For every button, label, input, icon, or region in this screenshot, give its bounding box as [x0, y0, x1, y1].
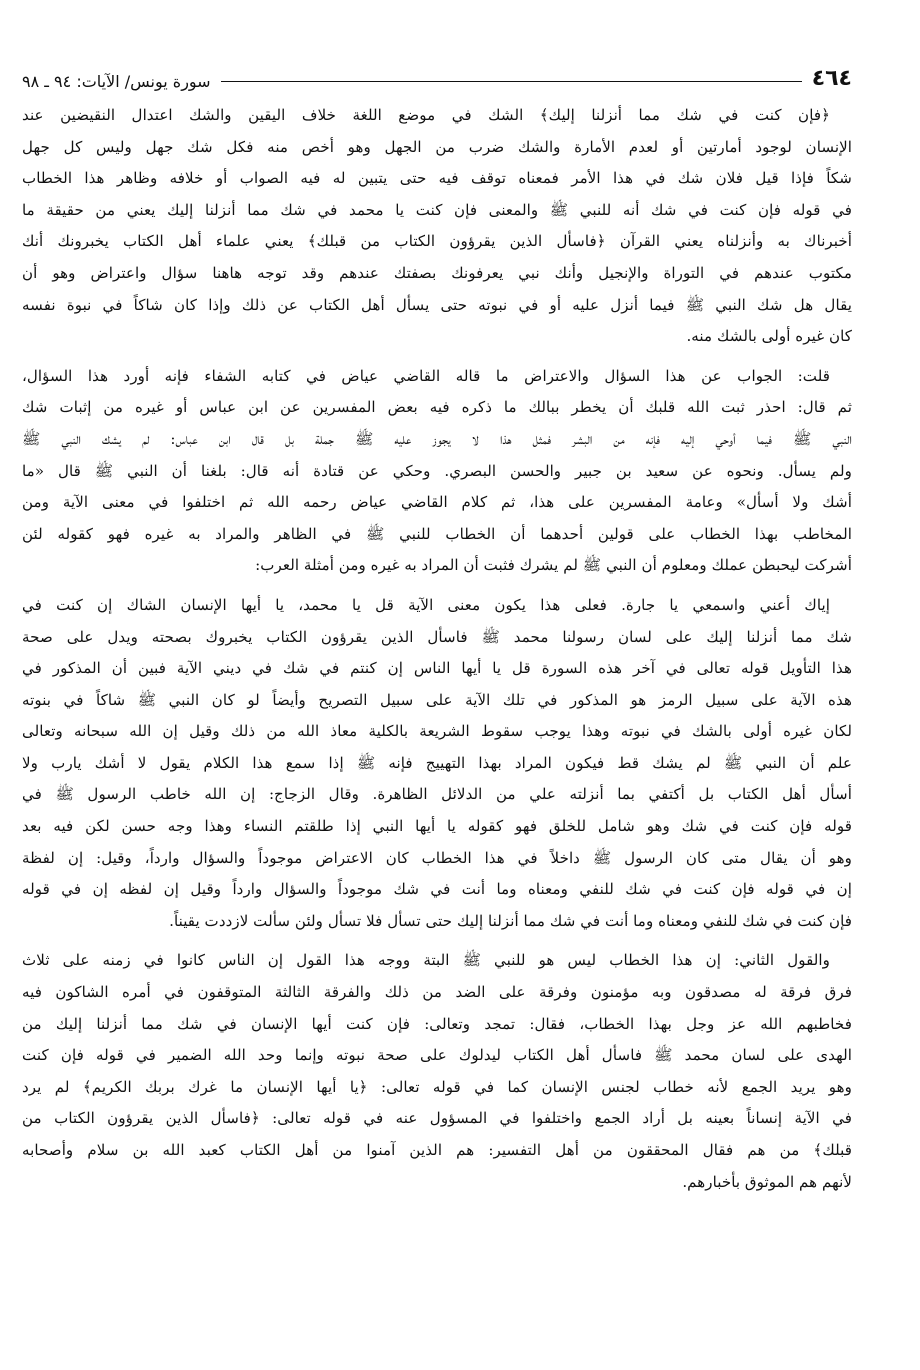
text-line: هذا التأويل قوله تعالى في آخر هذه السورة قل يا أيها الناس إن كنتم في شك في ديني الآية فبين أن المذكور في: [22, 659, 852, 678]
text-line: مكتوب عندهم في التوراة والإنجيل وأنك نبي يعرفونك بصفتك عندهم وقد توجه هاهنا سؤال واعتراض وهو أن: [22, 263, 852, 282]
text-line: هذه الآية على سبيل الرمز هو المذكور في تلك الآية على سبيل التصريح وأيضاً لو كان النبي ﷺ شاكاً في بنوته: [22, 690, 852, 709]
text-line: لأنهم هم الموثوق بأخبارهم.: [682, 1172, 852, 1191]
text-line: والقول الثاني: إن هذا الخطاب ليس هو للنبي ﷺ البتة ووجه هذا القول إن الناس كانوا في زمنه على ثلاث: [22, 951, 830, 970]
text-line: النبي ﷺ فيما أوحي إليه فإنه من البشر فمثل هذا لا يجوز عليه ﷺ جملة بل قال ابن عباس: لم يشك النبي ﷺ: [22, 429, 852, 448]
paragraph-2: [22, 361, 852, 582]
body-text: [22, 100, 852, 1198]
text-line: فإن كنت في شك للنفي ومعناه وما أنت في شك مما أنزلنا إليك حتى تسأل فلا تسأل ولئن سألت لازددت يقيناً.: [169, 911, 852, 930]
paragraph-4: [22, 945, 852, 1198]
text-line: وهو أن يقال متى كان الرسول ﷺ داخلاً في هذا الخطاب كان الاعتراض موجوداً والسؤال وارداً، وقيل: إن لفظة: [22, 848, 852, 867]
text-line: فخاطبهم الله عز وجل بهذا الخطاب، فقال: تمجد وتعالى: فإن كنت أيها الإنسان في شك مما أنزلنا إليك من: [22, 1014, 852, 1033]
text-line: أسأل أهل الكتاب بل أكتفي بما أنزلته علي من الدلائل الظاهرة. وقال الزجاج: إن الله خاطب الرسول ﷺ في: [22, 785, 852, 804]
text-line: في قوله فإن كنت في شك أنه للنبي ﷺ والمعنى فإن كنت يا محمد في شك مما أنزلنا إليك يعني من حقيقة ما: [22, 200, 852, 219]
text-line: ولم يسأل. ونحوه عن سعيد بن جبير والحسن البصري. وحكي عن قتادة أنه قال: بلغنا أن النبي ﷺ قال «ما: [22, 461, 852, 480]
text-line: قوله فإن كنت في شك وهو شامل للخلق فهو كقوله يا أيها النبي إذا طلقتم النساء وهذا وجه حسن لكن فيه بعد: [22, 817, 852, 836]
text-line: قلت: الجواب عن هذا السؤال والاعتراض ما قاله القاضي عياض في كتابه الشفاء فإنه أورد هذا السؤال،: [22, 366, 830, 385]
text-line: أخبرناك به وأنزلناه يعني القرآن ﴿فاسأل الذين يقرؤون الكتاب من قبلك﴾ يعني علماء أهل الكتاب يخبرونك أنك: [22, 232, 852, 251]
running-header: [22, 52, 852, 90]
text-line: شك مما أنزلنا إليك على لسان رسولنا محمد ﷺ فاسأل الذين يقرؤون الكتاب يخبروك بصحته ويدل على صحة: [22, 627, 852, 646]
header-rule: [221, 81, 802, 82]
page-number: ٤٦٤: [811, 66, 852, 91]
text-line: لكان غيره أولى بالشك في نبوته وهذا يوجب سقوط الشريعة بالكلية معاذ الله من ذلك وقيل إن الله سبحانه وتعالى: [22, 722, 852, 741]
text-line: فرق فرقة له مصدقون وبه مؤمنون وفرقة على الضد من ذلك والفرقة الثالثة المتوقفون في أمره الشاكون فيه: [22, 983, 852, 1002]
text-line: المخاطب بهذا الخطاب على قولين أحدهما أن الخطاب للنبي ﷺ في الظاهر والمراد به غيره فهو كقوله لئن: [22, 524, 852, 543]
text-line: علم أن النبي ﷺ لم يشك قط فيكون المراد بهذا التهييج فإنه ﷺ إذا سمع هذا الكلام يقول لا أشك يارب ولا: [22, 753, 852, 772]
text-line: أشك ولا أسأل» وعامة المفسرين على هذا، ثم كلام القاضي عياض رحمه الله ثم اختلفوا في معنى الآية ومن: [22, 493, 852, 512]
text-line: شكاً فإذا قيل فلان شك في هذا الأمر فمعناه توقف فيه حتى يتبين له فيه الصواب أو خلافه وظاهر هذا الخطاب: [22, 169, 852, 188]
text-line: ﴿فإن كنت في شك مما أنزلنا إليك﴾ الشك في موضع اللغة خلاف اليقين والشك اعتدال النقيضين عند: [22, 106, 830, 124]
text-line: ثم قال: احذر ثبت الله قلبك أن يخطر ببالك ما ذكره فيه بعض المفسرين عن ابن عباس أو غيره من إثبات شك: [22, 398, 852, 417]
text-line: الإنسان لوجود أمارتين أو لعدم الأمارة والشك ضرب من الجهل وهو أخص منه فكل شك جهل وليس كل جهل: [22, 137, 852, 156]
text-line: في الآية إنساناً بعينه بل أراد الجمع واختلفوا في المسؤول عنه في قوله تعالى: ﴿فاسأل الذين يقرؤون الكتاب من: [22, 1109, 852, 1128]
text-line: الهدى على لسان محمد ﷺ فاسأل أهل الكتاب ليدلوك على صحة نبوته وإنما وحد الله الضمير في قوله فإن كنت: [22, 1046, 852, 1065]
text-line: وهو يريد الجمع لأنه خطاب لجنس الإنسان كما في قوله تعالى: ﴿يا أيها الإنسان ما غرك بربك الكريم﴾ لم يرد: [22, 1077, 852, 1096]
paragraph-1: [22, 100, 852, 353]
text-line: إن في قوله فإن كنت في شك للنفي ومعناه وما أنت في شك موجوداً والسؤال وارداً وقيل إن لفظه إن في قوله: [22, 880, 852, 899]
text-line: إياك أعني واسمعي يا جارة. فعلى هذا يكون معنى الآية قل يا محمد، يا أيها الإنسان الشاك إن كنت في: [22, 595, 830, 614]
text-line: يقال هل شك النبي ﷺ فيما أنزل عليه أو في نبوته حتى يسأل أهل الكتاب عن ذلك وإذا كان شاكاً في نبوة نفسه: [22, 295, 852, 314]
text-line: كان غيره أولى بالشك منه.: [686, 327, 852, 346]
surah-title: سورة يونس/ الآيات: ٩٤ ـ ٩٨: [22, 72, 211, 91]
paragraph-3: [22, 590, 852, 938]
text-line: قبلك﴾ من هم فقال المحققون من أهل التفسير: هم الذين آمنوا من أهل الكتاب كعبد الله بن سلام وأصحابه: [22, 1141, 852, 1159]
text-line: أشركت ليحبطن عملك ومعلوم أن النبي ﷺ لم يشرك فثبت أن المراد به غيره ومن أمثلة العرب:: [255, 556, 852, 575]
